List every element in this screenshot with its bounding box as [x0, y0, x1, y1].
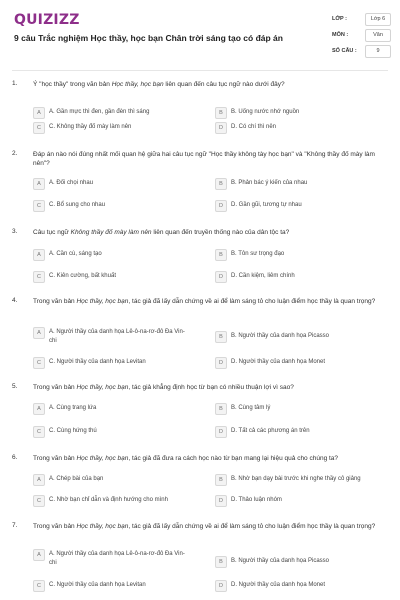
- question-text: [33, 383, 378, 392]
- question-text-part: , tác giả đã lấy dẫn chứng về ai để làm sáng tỏ cho luận điểm học thầy là quan trọng?: [128, 298, 376, 305]
- work-title: Học thầy, học bạn: [76, 455, 129, 462]
- grade-label: LỚP :: [332, 16, 347, 22]
- question-number: 4.: [12, 297, 18, 304]
- option-text: D. Người thầy của danh họa Monet: [231, 582, 326, 588]
- question-text-part: Câu tục ngữ: [33, 229, 71, 236]
- option-text: A. Người thầy của danh họa Lê-ô-na-rơ-đô Đa Vin-chi: [49, 329, 185, 344]
- subject-value: Văn: [365, 29, 391, 42]
- question-text-part: Ý "học thầy" trong văn bản: [33, 81, 112, 88]
- option-text: C. Kiên cường, bất khuất: [49, 273, 116, 279]
- option-letter-badge: D: [215, 271, 227, 283]
- grade-field: [332, 13, 390, 27]
- option-text: D. Tất cả các phương án trên: [231, 428, 310, 434]
- question-text: [33, 297, 378, 306]
- option-letter-badge: D: [215, 426, 227, 438]
- option-text: A. Gần mực thì đen, gần đèn thì sáng: [49, 109, 150, 115]
- question-number: 6.: [12, 454, 18, 461]
- question-text: [33, 522, 378, 531]
- option-letter-badge: C: [33, 580, 45, 592]
- option-text: D. Gần gũi, tương tự nhau: [231, 202, 302, 208]
- question-number: 1.: [12, 80, 18, 87]
- option-letter-badge: D: [215, 580, 227, 592]
- question-text-part: Trong văn bản: [33, 384, 77, 391]
- option-letter-badge: D: [215, 495, 227, 507]
- question-text-part: liên quan đến câu tục ngữ nào dưới đây?: [163, 81, 285, 88]
- option-text: C. Cùng hứng thú: [49, 428, 97, 434]
- option-letter-badge: A: [33, 403, 45, 415]
- question-text-part: Trong văn bản: [33, 455, 77, 462]
- question-count-field: [332, 45, 390, 59]
- option-letter-badge: D: [215, 122, 227, 134]
- option-text: A. Cùng trang lứa: [49, 405, 97, 411]
- option-text: A. Cần cù, sáng tạo: [49, 251, 102, 257]
- work-title: Học thầy, học bạn: [76, 298, 129, 305]
- option-text: B. Nhờ bạn dạy bài trước khi nghe thầy cô giảng: [231, 476, 361, 482]
- question-text-part: liên quan đến truyền thống nào của dân tộc ta?: [151, 229, 290, 236]
- option-letter-badge: C: [33, 357, 45, 369]
- question-text-part: Trong văn bản: [33, 298, 77, 305]
- subject-field: [332, 29, 390, 43]
- worksheet-title: 9 câu Trắc nghiệm Học thầy, học bạn Chân trời sáng tạo có đáp án: [14, 33, 283, 43]
- option-letter-badge: A: [33, 474, 45, 486]
- question-text-part: , tác giả khẳng định học từ bạn có nhiều thuận lợi vì sao?: [128, 384, 294, 391]
- option-text: C. Bổ sung cho nhau: [49, 202, 106, 208]
- question-text-part: Trong văn bản: [33, 523, 77, 530]
- worksheet-header: [0, 0, 400, 70]
- option-letter-badge: B: [215, 249, 227, 261]
- option-letter-badge: B: [215, 556, 227, 568]
- question-text: [33, 80, 378, 89]
- option-letter-badge: C: [33, 426, 45, 438]
- option-text: B. Phản bác ý kiến của nhau: [231, 180, 308, 186]
- option-text: B. Tôn sư trọng đạo: [231, 251, 285, 257]
- question-count-label: SỐ CÂU :: [332, 48, 357, 54]
- option-letter-badge: C: [33, 122, 45, 134]
- work-title: Học thầy, học bạn: [76, 384, 129, 391]
- question-number: 5.: [12, 383, 18, 390]
- option-text: A. Đối chọi nhau: [49, 180, 94, 186]
- option-text: B. Người thầy của danh họa Picasso: [231, 333, 330, 339]
- question-text-part: Đáp án nào nói đúng nhất mối quan hệ giữa hai câu tục ngữ "Học thầy không tày học bạn" và "Không thầy đố mày làm nên"?: [33, 151, 375, 167]
- option-text: B. Cùng tâm lý: [231, 405, 271, 411]
- option-text: D. Cần kiệm, liêm chính: [231, 273, 295, 279]
- work-title: Học thầy, học bạn: [111, 81, 164, 88]
- question-number: 3.: [12, 228, 18, 235]
- option-text: C. Nhờ bạn chỉ dẫn và định hướng cho mình: [49, 497, 168, 503]
- option-letter-badge: C: [33, 271, 45, 283]
- option-text: B. Người thầy của danh họa Picasso: [231, 558, 330, 564]
- option-text: B. Uống nước nhớ nguồn: [231, 109, 300, 115]
- option-letter-badge: B: [215, 331, 227, 343]
- option-letter-badge: B: [215, 178, 227, 190]
- option-text: C. Người thầy của danh họa Levitan: [49, 582, 146, 588]
- option-text: A. Chép bài của bạn: [49, 476, 104, 482]
- grade-value: Lớp 6: [365, 13, 391, 26]
- question-count-value: 9: [365, 45, 391, 58]
- option-text: C. Người thầy của danh họa Levitan: [49, 359, 146, 365]
- option-text: C. Không thầy đố mày làm nên: [49, 124, 132, 130]
- option-letter-badge: C: [33, 200, 45, 212]
- question-text: [33, 228, 378, 237]
- question-number: 2.: [12, 150, 18, 157]
- option-letter-badge: A: [33, 249, 45, 261]
- quizizz-logo: QUIZIZZ: [14, 12, 80, 28]
- question-text: [33, 454, 378, 463]
- option-letter-badge: A: [33, 327, 45, 339]
- header-divider: [12, 70, 388, 71]
- option-text: D. Có chí thì nên: [231, 124, 277, 130]
- option-text: D. Người thầy của danh họa Monet: [231, 359, 326, 365]
- option-letter-badge: B: [215, 474, 227, 486]
- question-number: 7.: [12, 522, 18, 529]
- question-text: [33, 150, 378, 168]
- subject-label: MÔN :: [332, 32, 349, 38]
- question-text-part: , tác giả đã đưa ra cách học nào từ bạn mang lại hiệu quả cho chúng ta?: [128, 455, 339, 462]
- question-text-part: , tác giả đã lấy dẫn chứng về ai để làm sáng tỏ cho luận điểm học thầy là quan trọng?: [128, 523, 376, 530]
- option-text: A. Người thầy của danh họa Lê-ô-na-rơ-đô Đa Vin-chi: [49, 551, 185, 566]
- option-letter-badge: C: [33, 495, 45, 507]
- option-letter-badge: D: [215, 200, 227, 212]
- option-text: D. Thảo luận nhóm: [231, 497, 282, 503]
- option-letter-badge: B: [215, 403, 227, 415]
- option-letter-badge: A: [33, 107, 45, 119]
- work-title: Học thầy, học bạn: [76, 523, 129, 530]
- option-letter-badge: B: [215, 107, 227, 119]
- work-title: Không thầy đố mày làm nên: [70, 229, 152, 236]
- option-letter-badge: A: [33, 178, 45, 190]
- option-letter-badge: D: [215, 357, 227, 369]
- option-letter-badge: A: [33, 549, 45, 561]
